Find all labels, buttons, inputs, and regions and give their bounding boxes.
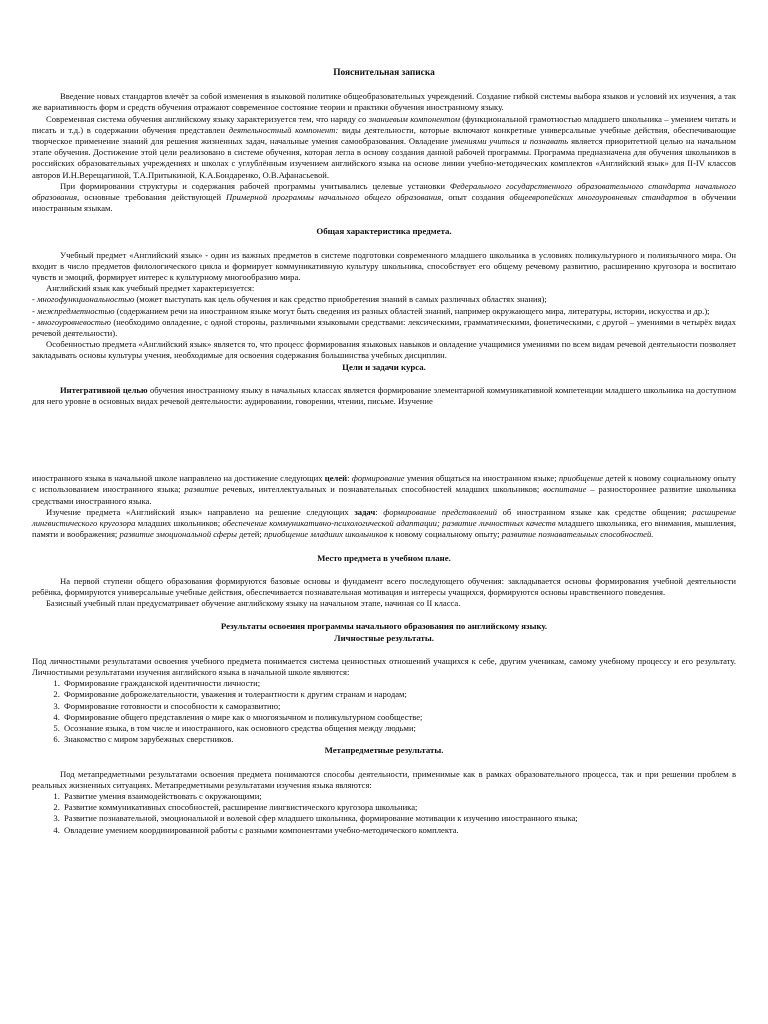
goals-paragraph-1: Интегративной целью обучения иностранному языку в начальных классах является формирование элементарной коммуникативной компетенции младшего школьника на доступном для него уровне в основных видах речевой деятельности: аудировании, говорении, чтении, письме. Изучение: [32, 384, 737, 407]
spacer: [32, 373, 736, 385]
list-item: 2. Развитие коммуникативных способностей, расширение лингвистического кругозора школьника;: [62, 802, 736, 813]
personal-results-list: [32, 678, 736, 745]
list-item: 4. Овладение умением координированной работы с разными компонентами учебно-методического комплекта.: [62, 825, 736, 836]
meta-results-list: [32, 791, 736, 836]
section-heading-results: Результаты освоения программы начального образования по английскому языку.: [220, 621, 548, 632]
list-item: 3. Развитие познавательной, эмоциональной и волевой сфер младшего школьника, формирование мотивации к изучению иностранного языка;: [62, 813, 736, 824]
general-paragraph-2: Английский язык как учебный предмет характеризуется:: [46, 283, 255, 294]
spacer: [32, 541, 736, 553]
list-item: 3. Формирование готовности и способности к саморазвитию;: [62, 701, 736, 712]
spacer: [32, 461, 736, 473]
list-item: 2. Формирование доброжелательности, уважения и толерантности к другим странам и народам;: [62, 689, 736, 700]
document-title: Пояснительная записка: [333, 68, 435, 78]
subsection-heading-personal: Личностные результаты.: [334, 632, 434, 643]
spacer: [32, 79, 736, 91]
intro-paragraph-3: При формировании структуры и содержания рабочей программы учитывались целевые установки Федерального государственного образовательного стандарта начального образования, основные требования действующей Примерной программы начального общего образования, опыт создания общеевропейских многоуровневых стандартов в обучении иностранным языкам.: [32, 180, 737, 214]
list-item: 1. Развитие умения взаимодействовать с окружающими;: [62, 791, 736, 802]
general-bullet-3: - многоуровневостью (необходимо овладение, с одной стороны, различными языковыми средствами: лексическими, грамматическими, фонетическими, с другой – умениями в четырёх видах речевой деятельности).: [32, 316, 736, 339]
general-bullet-1: - многофункциональностью (может выступать как цель обучения и как средство приобретения знаний в самых различных областях знания);: [32, 294, 547, 305]
spacer: [32, 609, 736, 621]
personal-results-intro: Под личностными результатами освоения учебного предмета понимается система ценностных отношений учащихся к себе, другим ученикам, самому учебному процессу и его результату. Личностными результатами изучения английского языка в начальной школе являются:: [32, 655, 736, 677]
document-page: [32, 0, 736, 836]
section-heading-general: Общая характеристика предмета.: [316, 226, 452, 237]
spacer: [32, 564, 736, 576]
list-item: 4. Формирование общего представления о мире как о многоязычном и поликультурном сообществе;: [62, 712, 736, 723]
intro-paragraph-1: Введение новых стандартов влечёт за собой изменения в языковой политике общеобразовательных учреждений. Создание гибкой системы выбора языков и условий их изучения, а так же вариативность форм и средств обучения отражают современное состояние теории и практики обучения иностранному языку.: [32, 91, 736, 113]
general-paragraph-3: Особенностью предмета «Английский язык» является то, что процесс формирования языковых навыков и овладение учащимися умениями по всем видам речевой деятельности позволяет закладывать основы культуры учения, необходимые для освоения содержания большинства учебных дисциплин.: [32, 339, 736, 361]
spacer: [32, 214, 736, 226]
general-paragraph-1: Учебный предмет «Английский язык» - один из важных предметов в системе подготовки современного младшего школьника в условиях поликультурного и полиязычного мира. Он входит в число предметов филологического цикла и формирует коммуникативную культуру школьника, способствует его общему речевому развитию, расширению кругозора и воспитаю чувств и эмоций, формирует интерес к культурному многообразию мира.: [32, 249, 736, 283]
place-paragraph-2: Базисный учебный план предусматривает обучение английскому языку на начальном этапе, начиная со II класса.: [46, 598, 461, 609]
spacer: [32, 238, 736, 250]
spacer: [32, 757, 736, 769]
page-break-gap: [32, 407, 736, 461]
goals-paragraph-2: иностранного языка в начальной школе направлено на достижение следующих целей: формирование умения общаться на иностранном языке; приобщение детей к новому социальному опыту с использованием иностранного языка; развитие речевых, интеллектуальных и познавательных способностей младших школьников; воспитание – разностороннее развитие школьника средствами иностранного языка.: [32, 473, 736, 506]
list-item: 5. Осознание языка, в том числе и иностранного, как основного средства общения между людьми;: [62, 723, 736, 734]
section-heading-place: Место предмета в учебном плане.: [317, 552, 451, 563]
general-bullet-2: - межпредметностью (содержанием речи на иностранном языке могут быть сведения из разных областей знаний, например окружающего мира, литературы, истории, искусства и др.);: [32, 305, 710, 316]
intro-paragraph-2: Современная система обучения английскому языку характеризуется тем, что наряду со знаниевым компонентом (функциональной грамотностью младшего школьника – умением читать и писать и т.д.) в содержании обучения представлен деятельностный компонент: виды деятельности, которые включают конкретные универсальные учебные действия, обеспечивающие творческое применение знаний для решения жизненных задач, начальные умения самообразования. Овладение умениями учиться и познавать является приоритетной целью на начальном этапе обучения. Достижение этой цели реализовано в системе обучения, которая легла в основу создания данной рабочей программы. Программа предназначена для обучения школьников в российских образовательных учреждениях и школах с углублённым изучением английского языка на основе линии учебно-методических комплектов «Английский язык» для II-IV классов авторов И.Н.Верещагиной, Т.А.Притыкиной, К.А.Бондаренко, О.В.Афанасьевой.: [32, 113, 736, 180]
spacer: [32, 644, 736, 656]
list-item: 6. Знакомство с миром зарубежных сверстников.: [62, 734, 736, 745]
place-paragraph-1: На первой ступени общего образования формируются базовые основы и фундамент всего последующего обучения: закладывается основы формирования учебной деятельности ребёнка, формируются универсальные учебные действия, обеспечивается познавательная мотивация и интересы учащихся, формируются основы нравственного поведения.: [32, 575, 736, 597]
section-heading-goals: Цели и задачи курса.: [342, 361, 426, 372]
subsection-heading-meta: Метапредметные результаты.: [324, 745, 444, 756]
list-item: 1. Формирование гражданской идентичности личности;: [62, 678, 736, 689]
goals-paragraph-3: Изучение предмета «Английский язык» направлено на решение следующих задач: формирование представлений об иностранном языке как средстве общения; расширение лингвистического кругозора младших школьников; обеспечение коммуникативно-психологической адаптации; развитие личностных качеств младшего школьника, его внимания, мышления, памяти и воображения; развитие эмоциональной сферы детей; приобщение младших школьников к новому социальному опыту; развитие познавательных способностей.: [32, 506, 736, 540]
meta-results-intro: Под метапредметными результатами освоения предмета понимаются способы деятельности, применимые как в рамках образовательного процесса, так и при решении проблем в реальных жизненных ситуациях. Метапредметными результатами изучения языка являются:: [32, 768, 736, 790]
